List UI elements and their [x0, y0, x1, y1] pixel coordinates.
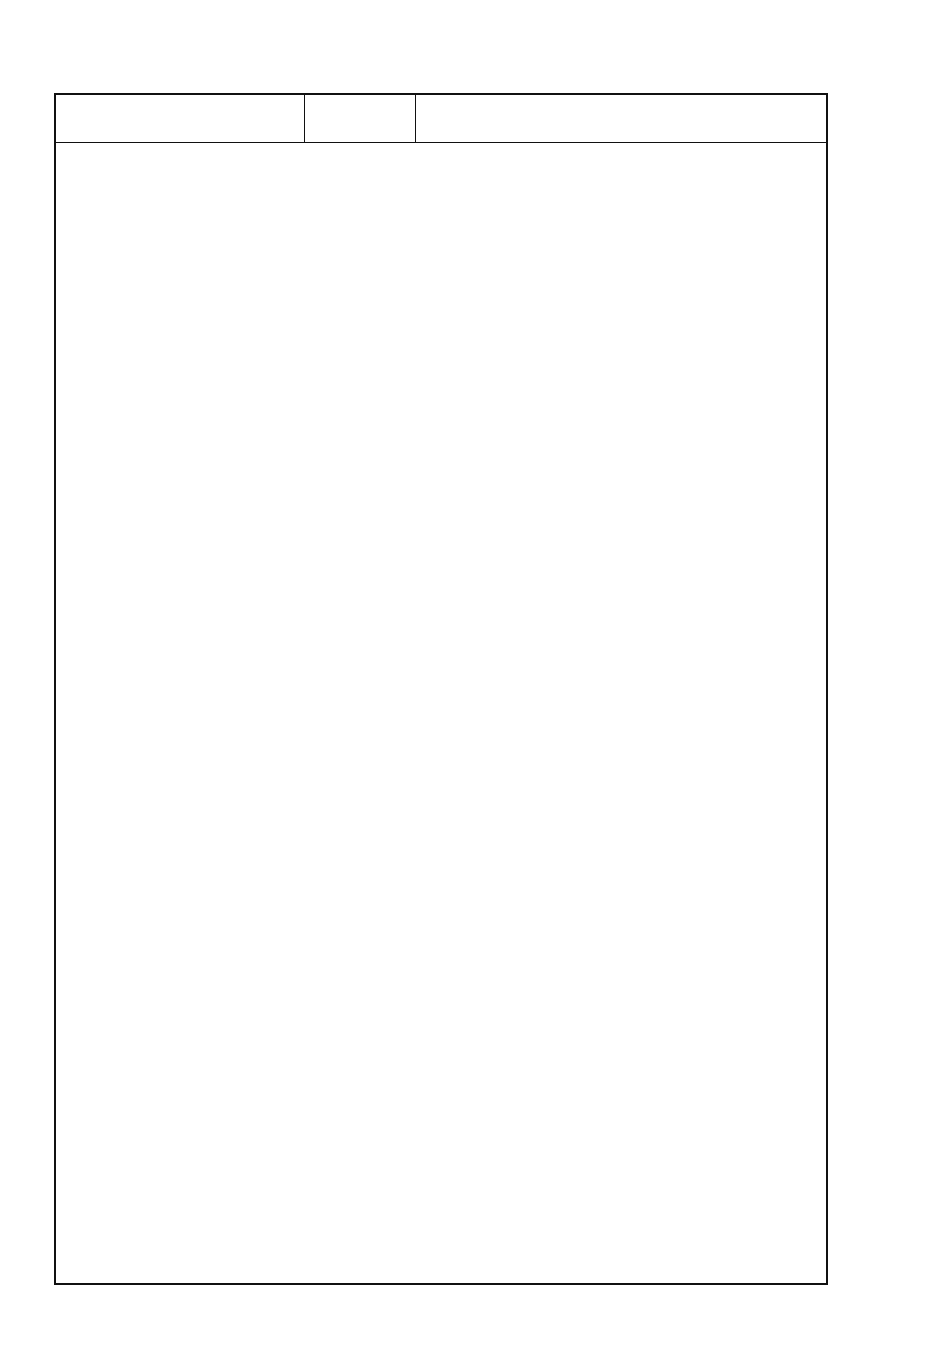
header-ayah [415, 95, 826, 142]
table-header [56, 95, 826, 143]
index-table [54, 93, 828, 1285]
header-ayah-number [304, 95, 415, 142]
header-page-number [56, 95, 304, 142]
